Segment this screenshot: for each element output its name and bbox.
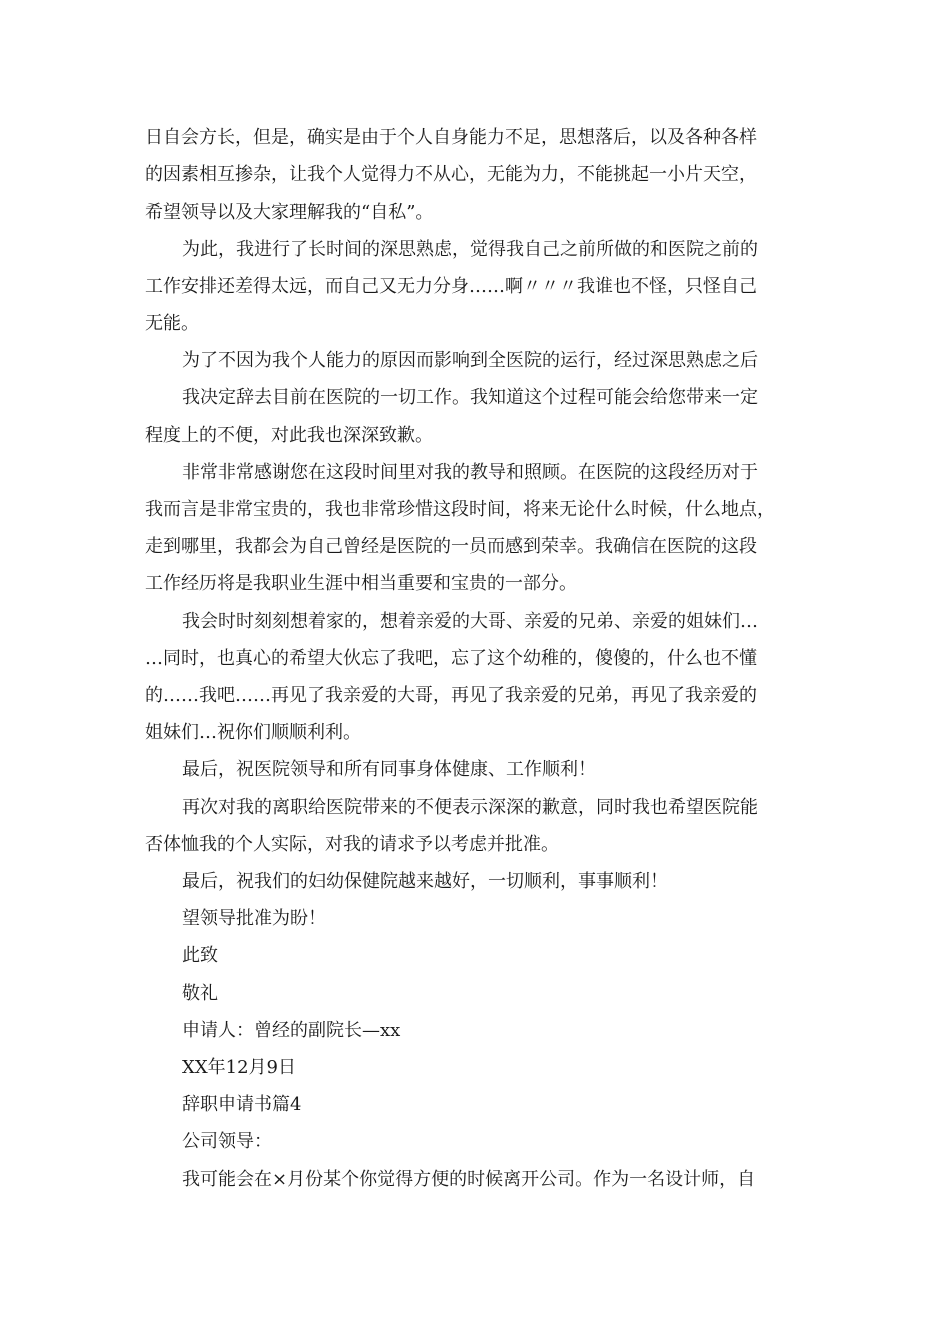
text-line: 程度上的不便，对此我也深深致歉。: [145, 425, 433, 446]
text-line: 最后，祝医院领导和所有同事身体健康、工作顺利！: [182, 759, 596, 780]
text-line: 希望领导以及大家理解我的“自私”。: [145, 202, 434, 223]
text-line: 姐妹们…祝你们顺顺利利。: [145, 722, 361, 743]
text-line: 最后，祝我们的妇幼保健院越来越好，一切顺利，事事顺利！: [182, 871, 668, 892]
text-line: 否体恤我的个人实际，对我的请求予以考虑并批准。: [145, 834, 559, 855]
text-line: 为了不因为我个人能力的原因而影响到全医院的运行，经过深思熟虑之后: [182, 350, 758, 371]
salutation-line: 此致: [182, 945, 218, 966]
signature-line: 申请人：曾经的副院长—xx: [182, 1020, 401, 1041]
text-line: 无能。: [145, 313, 199, 334]
section-heading: 辞职申请书篇4: [182, 1094, 302, 1115]
text-line: 非常非常感谢您在这段时间里对我的教导和照顾。在医院的这段经历对于: [182, 462, 758, 483]
text-line: 工作安排还差得太远，而自己又无力分身……啊〃〃〃我谁也不怪，只怪自己: [145, 276, 757, 297]
date-line: XX年12月9日: [182, 1057, 296, 1078]
text-line: 走到哪里，我都会为自己曾经是医院的一员而感到荣幸。我确信在医院的这段: [145, 536, 757, 557]
text-line: 工作经历将是我职业生涯中相当重要和宝贵的一部分。: [145, 573, 577, 594]
text-line: 望领导批准为盼！: [182, 908, 326, 929]
text-line: 的因素相互掺杂，让我个人觉得力不从心，无能为力，不能挑起一小片天空，: [145, 164, 757, 185]
text-line: …同时，也真心的希望大伙忘了我吧，忘了这个幼稚的，傻傻的，什么也不懂: [145, 648, 757, 669]
text-line: 我可能会在×月份某个你觉得方便的时候离开公司。作为一名设计师，自: [182, 1169, 756, 1190]
text-line: 我而言是非常宝贵的，我也非常珍惜这段时间，将来无论什么时候，什么地点，: [145, 499, 775, 520]
text-line: 的……我吧……再见了我亲爱的大哥，再见了我亲爱的兄弟，再见了我亲爱的: [145, 685, 757, 706]
text-line: 再次对我的离职给医院带来的不便表示深深的歉意，同时我也希望医院能: [182, 797, 758, 818]
salutation-line: 敬礼: [182, 983, 218, 1004]
text-line: 我决定辞去目前在医院的一切工作。我知道这个过程可能会给您带来一定: [182, 387, 758, 408]
text-line: 为此，我进行了长时间的深思熟虑，觉得我自己之前所做的和医院之前的: [182, 239, 758, 260]
addressee-line: 公司领导：: [182, 1131, 272, 1152]
text-line: 我会时时刻刻想着家的，想着亲爱的大哥、亲爱的兄弟、亲爱的姐妹们…: [182, 611, 758, 632]
text-line: 日自会方长，但是，确实是由于个人自身能力不足，思想落后，以及各种各样: [145, 127, 757, 148]
